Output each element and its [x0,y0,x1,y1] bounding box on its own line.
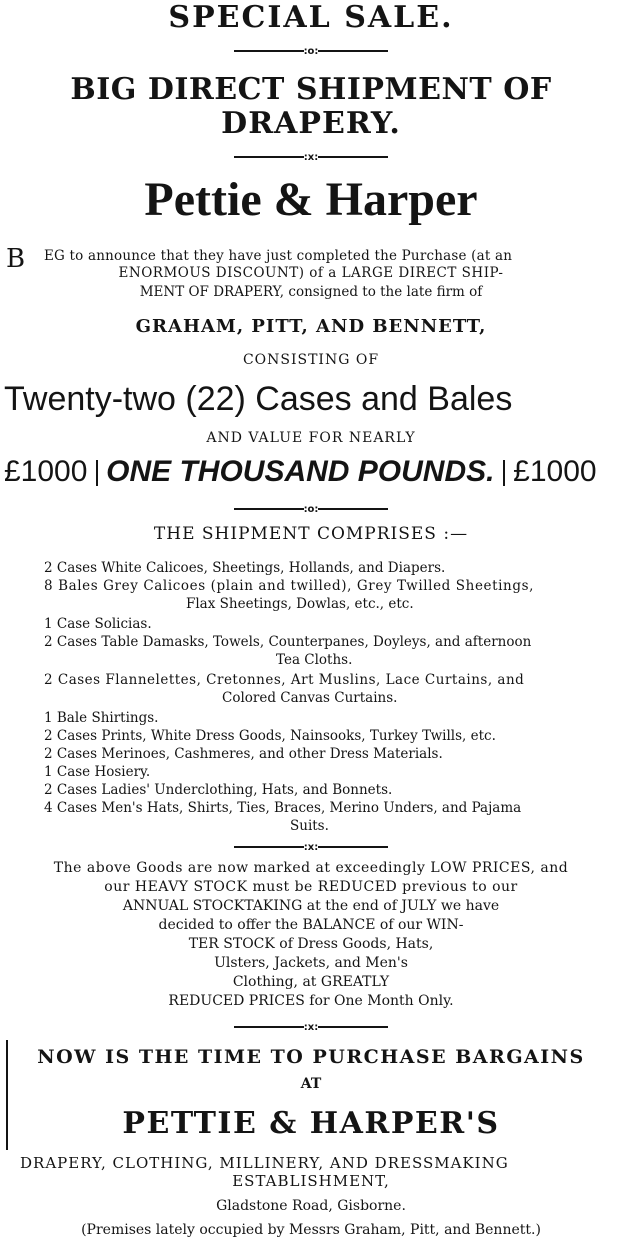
value-line: AND VALUE FOR NEARLY [206,430,416,446]
consisting-of: CONSISTING OF [242,352,380,368]
divider-rule: :x: [0,842,622,853]
notice-line: The above Goods are now marked at exceedingly LOW PRICES, and [53,860,569,876]
firm-name: Pettie & Harper [144,173,478,226]
list-item: 2 Cases Merinoes, Cashmeres, and other Dress Materials. [44,746,443,762]
notice-line: Ulsters, Jackets, and Men's [214,955,408,971]
list-item: 2 Cases White Calicoes, Sheetings, Hollands, and Diapers. [44,560,446,576]
departments-line: DRAPERY, CLOTHING, MILLINERY, AND DRESSMAKING [20,1154,509,1172]
money-amount: £1000 [513,455,597,488]
list-item: Colored Canvas Curtains. [222,690,398,706]
notice-line: our HEAVY STOCK must be REDUCED previous to our [104,879,518,895]
purchase-call: NOW IS THE TIME TO PURCHASE BARGAINS [37,1046,585,1068]
list-item: 1 Case Solicias. [44,616,152,632]
list-item: 1 Bale Shirtings. [44,710,159,726]
list-item: Suits. [290,818,329,834]
at-line: AT [300,1076,322,1092]
divider-rule: :o: [0,504,622,515]
notice-line: TER STOCK of Dress Goods, Hats, [188,936,434,952]
drop-cap: B [6,244,26,274]
announcement-line: ENORMOUS DISCOUNT) of a LARGE DIRECT SHIP- [118,265,504,281]
list-item: 2 Cases Ladies' Underclothing, Hats, and Bonnets. [44,782,393,798]
list-item: 1 Case Hosiery. [44,764,151,780]
money-line [4,455,622,489]
divider-rule: :x: [0,1022,622,1033]
premises-note: (Premises lately occupied by Messrs Graham, Pitt, and Bennett.) [81,1222,541,1238]
establishment-line: ESTABLISHMENT, [232,1172,390,1190]
divider-rule: :x: [0,152,622,163]
headline-line1: BIG DIRECT SHIPMENT OF [70,72,552,107]
list-item: Tea Cloths. [276,652,353,668]
list-item: 2 Cases Flannelettes, Cretonnes, Art Muslins, Lace Curtains, and [44,672,525,688]
list-item: 4 Cases Men's Hats, Shirts, Ties, Braces, Merino Unders, and Pajama [44,800,522,816]
notice-line: REDUCED PRICES for One Month Only. [168,993,454,1009]
special-sale-title: SPECIAL SALE. [168,0,454,35]
list-item: 2 Cases Prints, White Dress Goods, Nainsooks, Turkey Twills, etc. [44,728,496,744]
list-item: Flax Sheetings, Dowlas, etc., etc. [186,596,414,612]
divider-rule: :o: [0,46,622,57]
announcement-line: MENT OF DRAPERY, consigned to the late firm of [139,284,483,300]
money-words: ONE THOUSAND POUNDS. [106,455,495,488]
store-address: Gladstone Road, Gisborne. [216,1198,406,1214]
notice-line: ANNUAL STOCKTAKING at the end of JULY we have [122,898,500,914]
notice-line: decided to offer the BALANCE of our WIN- [158,917,464,933]
list-item: 8 Bales Grey Calicoes (plain and twilled), Grey Twilled Sheetings, [44,578,535,594]
late-firm-name: GRAHAM, PITT, AND BENNETT, [135,316,487,337]
shipment-heading: THE SHIPMENT COMPRISES :— [153,524,469,544]
store-name: PETTIE & HARPER'S [122,1106,500,1141]
notice-line: Clothing, at GREATLY [232,974,390,990]
headline-line2: DRAPERY. [221,106,401,141]
list-item: 2 Cases Table Damasks, Towels, Counterpanes, Doyleys, and afternoon [44,634,532,650]
cases-headline: Twenty-two (22) Cases and Bales [4,380,513,418]
announcement-line: EG to announce that they have just completed the Purchase (at an [44,248,513,264]
money-amount: £1000 [4,455,88,488]
